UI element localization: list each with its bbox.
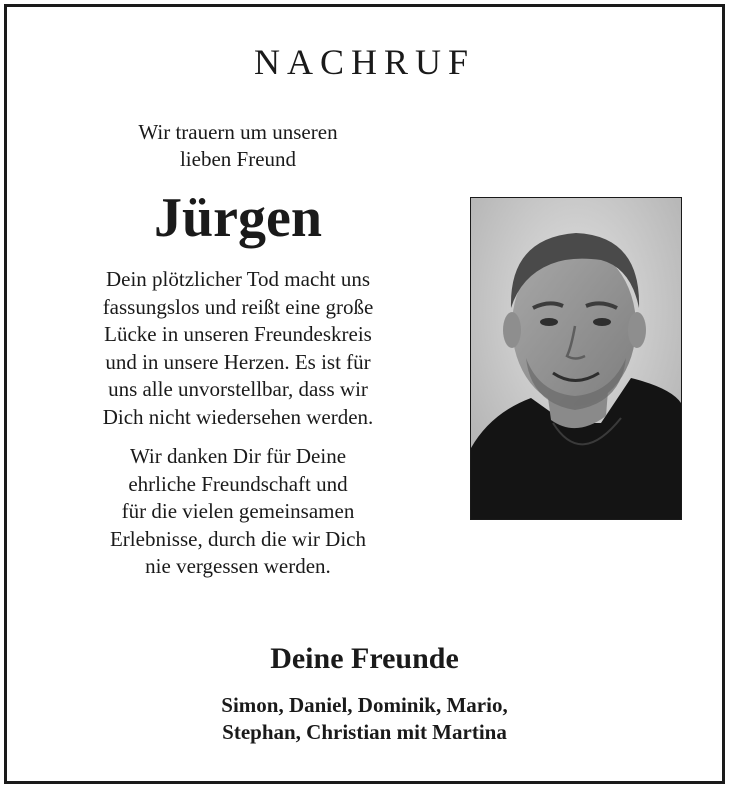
portrait-photo [470,197,682,520]
intro-line-2: lieben Freund [179,147,297,171]
obituary-heading: NACHRUF [253,42,476,82]
obituary-text-column [38,119,438,581]
signature-title: Deine Freunde [270,642,459,675]
condolence-paragraph-2: Wir danken Dir für Deine ehrliche Freundschaft und für die vielen gemeinsamen Erlebnisse, durch die wir Dich nie vergessen werden. [109,444,366,578]
deceased-name: Jürgen [154,187,322,249]
signature-block [0,640,729,746]
intro-line-1: Wir trauern um unseren [138,120,338,144]
signature-names: Simon, Daniel, Dominik, Mario, Stephan, Christian mit Martina [221,693,508,744]
portrait-illustration [471,198,681,519]
condolence-paragraph-1: Dein plötzlicher Tod macht uns fassungslos und reißt eine große Lücke in unseren Freundeskreis und in unsere Herzen. Es ist für uns alle unvorstellbar, dass wir Dich nicht wiedersehen werden. [102,267,374,429]
